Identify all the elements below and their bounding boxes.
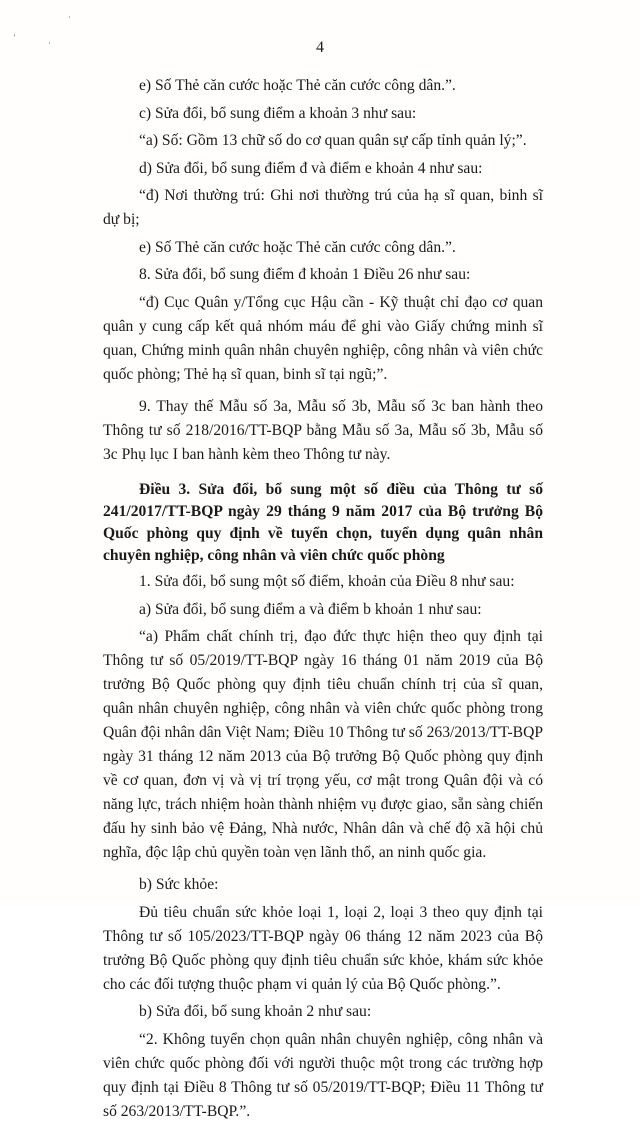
paragraph: “a) Phẩm chất chính trị, đạo đức thực hiện theo quy định tại Thông tư số 05/2019/TT-BQP ngày 16 tháng 01 năm 2019 của Bộ trưởng Bộ Quốc phòng quy định tiêu chuẩn chính trị của sĩ quan, quân nhân chuyên nghiệp, công nhân và viên chức quốc phòng trong Quân đội nhân dân Việt Nam; Điều 10 Thông tư số 263/2013/TT-BQP ngày 31 tháng 12 năm 2013 của Bộ trưởng Bộ Quốc phòng quy định về cơ quan, đơn vị và vị trí trọng yếu, cơ mật trong Quân đội và có năng lực, trách nhiệm hoàn thành nhiệm vụ được giao, sẵn sàng chiến đấu hy sinh bảo vệ Đảng, Nhà nước, Nhân dân và chế độ xã hội chủ nghĩa, độc lập chủ quyền toàn vẹn lãnh thổ, an ninh quốc gia.: [103, 628, 543, 861]
paragraph: d) Sửa đổi, bổ sung điểm đ và điểm e khoản 4 như sau:: [139, 159, 483, 177]
paragraph: e) Số Thẻ căn cước hoặc Thẻ căn cước công dân.”.: [139, 77, 456, 94]
article-heading: Điều 3. Sửa đổi, bổ sung một số điều của Thông tư số 241/2017/TT-BQP ngày 29 tháng 9 năm 2017 của Bộ trưởng Bộ Quốc phòng quy định về tuyển chọn, tuyển dụng quân nhân chuyên nghiệp, công nhân và viên chức quốc phòng: [103, 480, 543, 564]
paragraph: 9. Thay thế Mẫu số 3a, Mẫu số 3b, Mẫu số 3c ban hành theo Thông tư số 218/2016/TT-BQP bằng Mẫu số 3a, Mẫu số 3b, Mẫu số 3c Phụ lục I ban hành kèm theo Thông tư này.: [103, 397, 543, 463]
paragraph: a) Sửa đổi, bổ sung điểm a và điểm b khoản 1 như sau:: [139, 600, 482, 618]
scan-mark: ·: [68, 13, 71, 22]
document-body: [103, 74, 543, 1127]
paragraph: 8. Sửa đổi, bổ sung điểm đ khoản 1 Điều 26 như sau:: [139, 266, 471, 283]
paragraph: “a) Số: Gồm 13 chữ số do cơ quan quân sự cấp tỉnh quản lý;”.: [139, 132, 527, 149]
scan-mark: ·: [48, 39, 51, 48]
paragraph: b) Sửa đổi, bổ sung khoản 2 như sau:: [139, 1003, 372, 1020]
paragraph: e) Số Thẻ căn cước hoặc Thẻ căn cước công dân.”.: [139, 238, 456, 256]
paragraph: “đ) Nơi thường trú: Ghi nơi thường trú của hạ sĩ quan, binh sĩ dự bị;: [103, 187, 543, 228]
page-number: 4: [316, 39, 324, 56]
paragraph: 1. Sửa đổi, bổ sung một số điểm, khoản của Điều 8 như sau:: [139, 573, 515, 590]
paragraph: “đ) Cục Quân y/Tổng cục Hậu cần - Kỹ thuật chỉ đạo cơ quan quân y cung cấp kết quả nhóm máu để ghi vào Giấy chứng minh sĩ quan, Chứng minh quân nhân chuyên nghiệp, công nhân và viên chức quốc phòng; Thẻ hạ sĩ quan, binh sĩ tại ngũ;”.: [103, 293, 543, 383]
paragraph: “2. Không tuyển chọn quân nhân chuyên nghiệp, công nhân và viên chức quốc phòng đối với người thuộc một trong các trường hợp quy định tại Điều 8 Thông tư số 05/2019/TT-BQP; Điều 11 Thông tư số 263/2013/TT-BQP.”.: [103, 1030, 543, 1120]
scan-mark: ': [14, 33, 16, 42]
paragraph: b) Sức khỏe:: [139, 876, 219, 893]
paragraph: Đủ tiêu chuẩn sức khỏe loại 1, loại 2, loại 3 theo quy định tại Thông tư số 105/2023/TT-BQP ngày 06 tháng 12 năm 2023 của Bộ trưởng Bộ Quốc phòng quy định tiêu chuẩn sức khỏe, khám sức khỏe cho các đối tượng thuộc phạm vi quản lý của Bộ Quốc phòng.”.: [103, 903, 543, 993]
paragraph: c) Sửa đổi, bổ sung điểm a khoản 3 như sau:: [139, 104, 417, 122]
